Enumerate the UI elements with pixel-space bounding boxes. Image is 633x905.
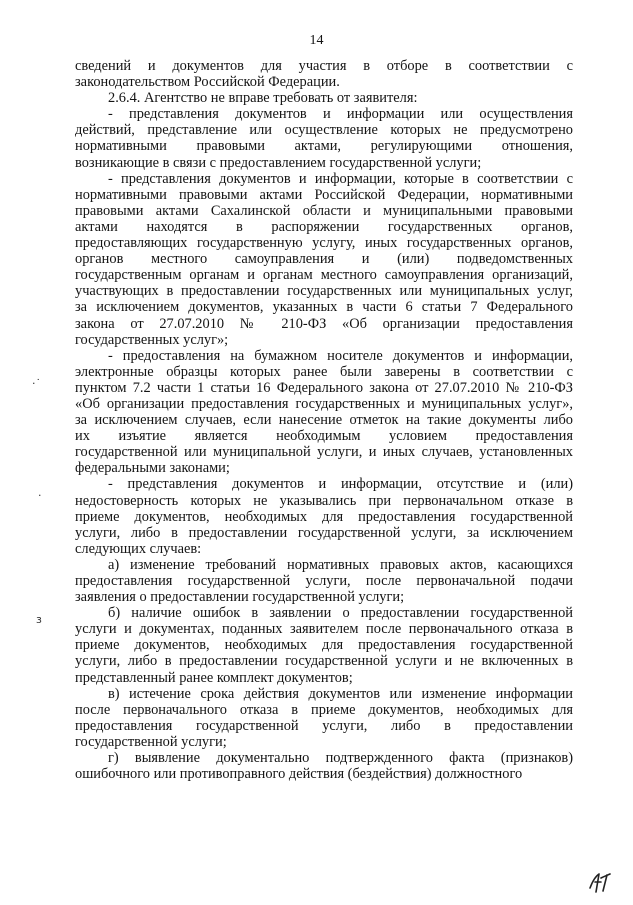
text-line: - представления документов и информации, отсутствие и (или) [108,476,573,493]
margin-mark: ɜ [36,613,42,626]
text-line: правовыми актами Сахалинской области и муниципальными правовыми [75,202,573,219]
paragraph [75,348,573,477]
text-line: - представления документов и информации, которые в соответствии с [108,170,573,187]
text-line: после первоначального отказа в приеме документов, необходимых для [75,701,573,718]
text-line: б) наличие ошибок в заявлении о предоставлении государственной [108,605,573,622]
text-line: ошибочного или противоправного действия (бездействия) должностного [75,766,523,783]
paragraph [75,476,573,556]
text-line: законодательством Российской Федерации. [75,74,340,91]
text-line: сведений и документов для участия в отборе в соответствии с [75,58,573,74]
margin-mark: ·˙ [32,377,41,390]
text-line: а) изменение требований нормативных правовых актов, касающихся [108,556,573,573]
text-line: следующих случаев: [75,540,202,557]
text-line: органов местного самоуправления и (или) подведомственных [75,251,573,268]
text-line: нормативными правовыми актами, регулирующими отношения, [75,138,573,155]
paragraph [75,58,573,90]
handwritten-initials-icon [587,870,613,894]
text-line: заявления о предоставлении государственной услуги; [75,589,405,606]
text-line: представленный ранее комплект документов; [75,669,353,686]
text-line: приеме документов, необходимых для предоставления государственной [75,508,573,525]
text-line: предоставления государственной услуги, либо в предоставлении [75,717,573,734]
text-line: государственной услуги; [75,733,227,750]
text-line: пунктом 7.2 части 1 статьи 16 Федерального закона от 27.07.2010 № 210-ФЗ [75,379,573,396]
paragraph [75,90,573,106]
text-line: приеме документов, необходимых для предоставления государственной [75,637,573,654]
text-line: недостоверность которых не указывались при первоначальном отказе в [75,492,573,509]
text-line: за исключением документов, указанных в части 6 статьи 7 Федерального [75,299,573,316]
text-line: «Об организации предоставления государственных и муниципальных услуг», [75,395,573,412]
paragraph [75,557,573,605]
text-line: государственных услуг»; [75,331,229,348]
text-line: действий, представление или осуществление которых не предусмотрено [75,122,573,139]
document-body [75,58,573,782]
paragraph [75,171,573,348]
text-line: 2.6.4. Агентство не вправе требовать от заявителя: [108,90,418,107]
text-line: федеральными законами; [75,460,230,477]
text-line: электронные образцы которых ранее были заверены в соответствии с [75,363,573,380]
text-line: предоставления государственной услуги, после первоначальной подачи [75,573,573,589]
text-line: услуги, либо в предоставлении государственной услуги, за исключением [75,524,573,541]
text-line: актами находятся в распоряжении государственных органов, [75,218,573,235]
text-line: услуги и документах, поданных заявителем после первоначального отказа в [75,621,573,638]
text-line: участвующих в предоставлении государственных или муниципальных услуг, [75,283,573,300]
text-line: их изъятие является необходимым условием предоставления [75,428,573,445]
text-line: возникающие в связи с предоставлением государственной услуги; [75,154,482,171]
paragraph [75,750,573,782]
text-line: нормативными правовыми актами Российской Федерации, нормативными [75,186,573,203]
text-line: г) выявление документально подтвержденного факта (признаков) [108,750,573,767]
text-line: в) истечение срока действия документов или изменение информации [108,685,573,702]
text-line: за исключением случаев, если нанесение отметок на такие документы либо [75,412,573,429]
text-line: государственной или муниципальной услуги, и иных случаев, установленных [75,444,573,461]
text-line: - предоставления на бумажном носителе документов и информации, [108,347,573,364]
text-line: государственным органам и органам местного самоуправления организаций, [75,267,573,284]
text-line: - представления документов и информации или осуществления [108,106,573,123]
text-line: предоставляющих государственную услугу, иных государственных органов, [75,235,573,252]
paragraph [75,106,573,170]
paragraph [75,686,573,750]
page-number: 14 [309,33,324,48]
margin-mark: · [38,489,42,502]
text-line: закона от 27.07.2010 № 210-ФЗ «Об организации предоставления [75,315,573,332]
paragraph [75,605,573,685]
text-line: услуги, либо в предоставлении государственной услуги и не включенных в [75,653,573,670]
